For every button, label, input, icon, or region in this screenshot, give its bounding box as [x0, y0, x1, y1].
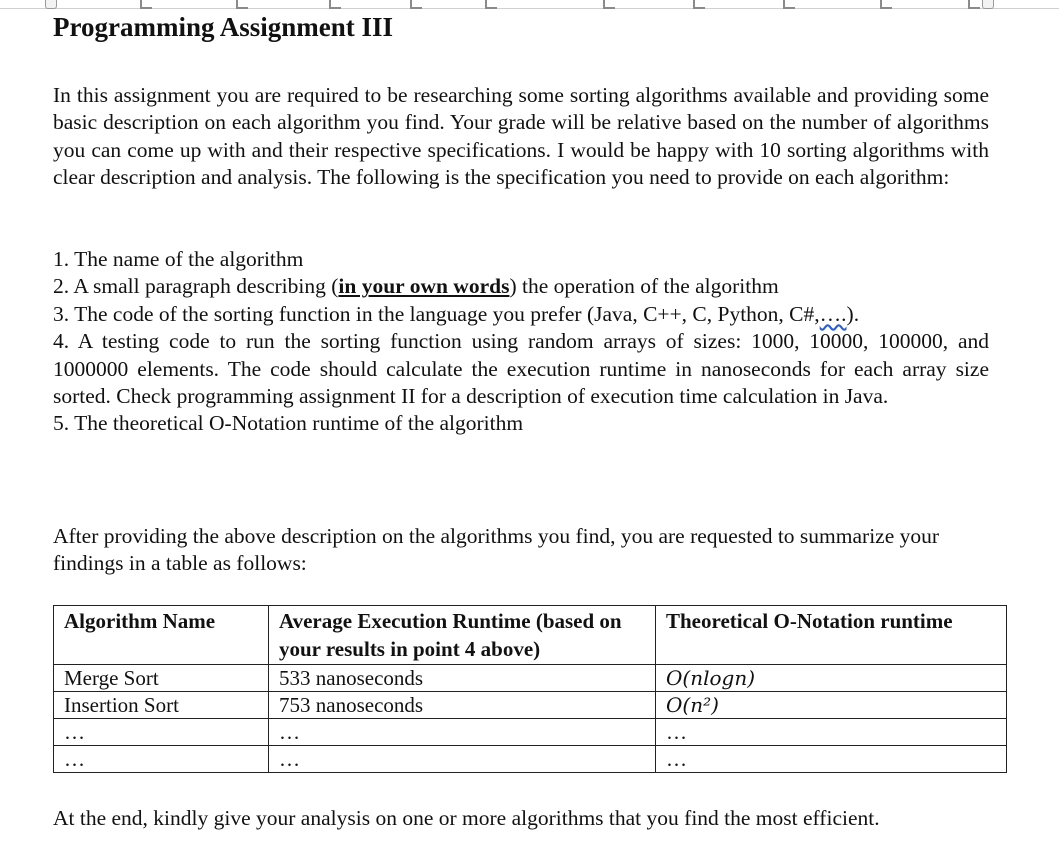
table-row [54, 719, 1007, 746]
tab-stop[interactable] [783, 0, 795, 9]
header-theoretical-runtime: Theoretical O-Notation runtime [656, 606, 1007, 665]
specification-list [53, 246, 989, 438]
header-algorithm-name: Algorithm Name [54, 606, 269, 665]
spec-item-3-post: ). [846, 301, 860, 326]
table-row [54, 692, 1007, 719]
intro-paragraph: In this assignment you are required to be researching some sorting algorithms available and providing some basic description on each algorithm you find. Your grade will be relative based on the number of algorithms you can come up with and their respective specifications. I would be happy with 10 sorting algorithms with clear description and analysis. The following is the specification you need to provide on each algorithm: [53, 83, 989, 190]
summary-table [53, 605, 1007, 773]
ruler [0, 0, 1059, 9]
spec-item-3 [53, 301, 989, 328]
tab-stop[interactable] [968, 0, 980, 9]
table-cell: … [269, 719, 656, 746]
table-cell: … [656, 719, 1007, 746]
summary-intro-paragraph: After providing the above description on the algorithms you find, you are requested to summarize your findings in a table as follows: [53, 524, 940, 576]
tab-stop[interactable] [236, 0, 248, 9]
table-cell: 753 nanoseconds [269, 692, 656, 719]
table-cell: … [656, 746, 1007, 773]
table-cell: O(nlogn) [656, 665, 1007, 692]
table-cell: Insertion Sort [54, 692, 269, 719]
table-row [54, 746, 1007, 773]
spec-item-3-pre: 3. The code of the sorting function in the language you prefer (Java, C++, C, Python, C#, [53, 301, 820, 326]
spec-item-5: 5. The theoretical O-Notation runtime of the algorithm [53, 411, 524, 436]
spec-item-2 [53, 273, 989, 300]
spec-item-1: 1. The name of the algorithm [53, 247, 304, 271]
tab-stop[interactable] [693, 0, 705, 9]
tab-stop[interactable] [880, 0, 892, 9]
tab-stop[interactable] [410, 0, 422, 9]
table-header-row [54, 606, 1007, 665]
spec-item-2-pre: 2. A small paragraph describing ( [53, 274, 339, 299]
tab-stop[interactable] [329, 0, 341, 9]
left-indent-marker[interactable] [45, 0, 57, 9]
table-cell: Merge Sort [54, 665, 269, 692]
page-title: Programming Assignment III [53, 12, 394, 42]
closing-paragraph: At the end, kindly give your analysis on one or more algorithms that you find the most efficient. [53, 806, 880, 830]
right-indent-marker[interactable] [982, 0, 994, 9]
table-cell: 533 nanoseconds [269, 665, 656, 692]
tab-stop[interactable] [485, 0, 497, 9]
spec-item-2-post: ) the operation of the algorithm [509, 274, 779, 299]
table-cell: … [54, 719, 269, 746]
tab-stop[interactable] [140, 0, 152, 9]
spellcheck-flag[interactable]: …. [819, 301, 847, 326]
table-cell: … [269, 746, 656, 773]
table-row [54, 665, 1007, 692]
table-cell: O(n²) [656, 692, 1007, 719]
table-cell: … [54, 746, 269, 773]
tab-stop[interactable] [603, 0, 615, 9]
header-average-runtime: Average Execution Runtime (based on your results in point 4 above) [269, 606, 656, 665]
spec-item-4: 4. A testing code to run the sorting function using random arrays of sizes: 1000, 10000, 100000, and 1000000 elements. The code should calculate the execution runtime in nanoseconds for each array size sorted. Check programming assignment II for a description of execution time calculation in Java. [53, 329, 989, 409]
spec-item-2-emphasis: in your own words [338, 274, 510, 299]
